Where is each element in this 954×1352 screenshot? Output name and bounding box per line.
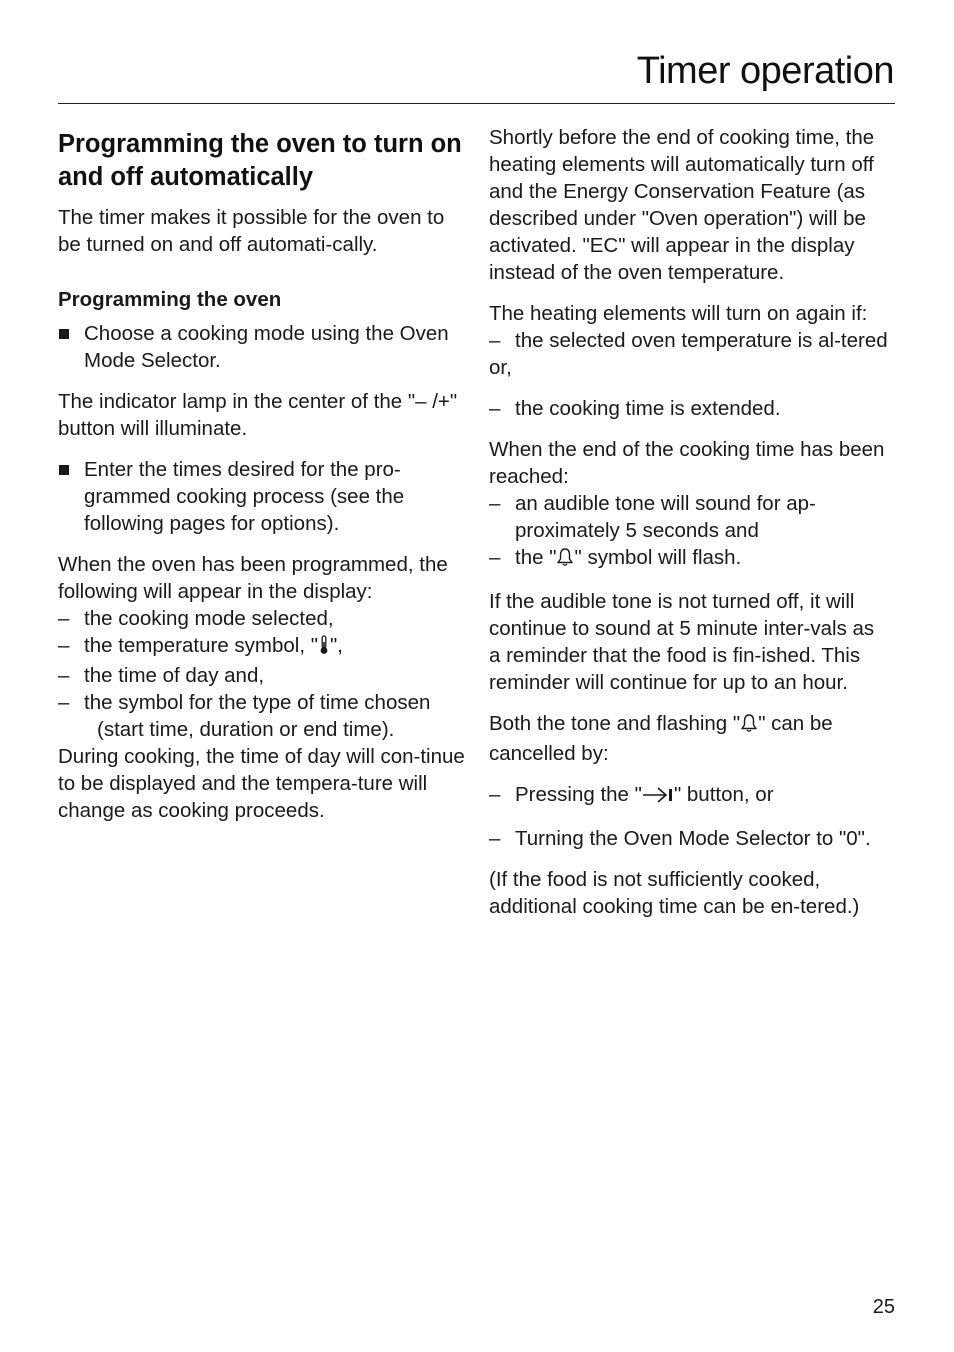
dash-item: [489, 395, 889, 422]
bullet-item: [58, 320, 466, 374]
left-column: [58, 124, 466, 838]
square-bullet-icon: [59, 465, 69, 475]
dash-item: [489, 544, 889, 574]
dash-text: Turning the Oven Mode Selector to "0".: [515, 827, 871, 850]
dash-marker: –: [489, 827, 501, 850]
arrow-to-bar-icon: [642, 784, 674, 811]
dash-item: [489, 490, 889, 544]
dash-text-post: ",: [330, 634, 344, 657]
subheading-programming: Programming the oven: [58, 288, 282, 311]
dash-item: [58, 662, 466, 689]
dash-text-post: " symbol will flash.: [574, 546, 742, 569]
dash-item: [489, 327, 889, 354]
dash-marker: –: [58, 607, 70, 630]
dash-item: [58, 632, 466, 662]
heating-again-paragraph: The heating elements will turn on again if:: [489, 302, 868, 325]
lamp-paragraph: The indicator lamp in the center of the "– /+" button will illuminate.: [58, 390, 458, 440]
page-number: 25: [872, 1296, 895, 1318]
dash-item: [489, 781, 889, 811]
dash-text-pre: the temperature symbol, ": [84, 634, 319, 657]
time-options: (start time, duration or end time).: [97, 718, 395, 741]
bell-icon: [740, 713, 758, 740]
programmed-intro: When the oven has been programmed, the following will appear in the display:: [58, 553, 448, 603]
dash-marker: –: [489, 546, 501, 569]
right-column: [489, 124, 889, 934]
dash-marker: –: [58, 664, 70, 687]
dash-item: [58, 605, 466, 632]
page-title: Timer operation: [636, 50, 894, 92]
cancel-text-pre: Both the tone and flashing ": [489, 712, 741, 735]
intro-paragraph: The timer makes it possible for the oven to be turned on and off automati-cally.: [58, 206, 445, 256]
section-heading: Programming the oven to turn on and off automatically: [58, 130, 462, 191]
dash-marker: –: [58, 634, 70, 657]
dash-marker: –: [489, 397, 501, 420]
bullet-text: Enter the times desired for the pro-grammed cooking process (see the following pages for options).: [84, 458, 405, 535]
cancel-paragraph: [489, 710, 889, 767]
header-rule: [58, 103, 895, 104]
bullet-text: Choose a cooking mode using the Oven Mode Selector.: [84, 322, 449, 372]
cancel-text-post: " can be cancelled by:: [489, 712, 833, 765]
dash-text-pre: Pressing the ": [515, 783, 642, 806]
dash-text-post: " button, or: [673, 783, 774, 806]
end-reached-paragraph: When the end of the cooking time has been reached:: [489, 438, 885, 488]
not-cooked-paragraph: (If the food is not sufficiently cooked, additional cooking time can be en-tered.): [489, 868, 860, 918]
dash-item: [489, 825, 889, 852]
dash-text-pre: the ": [515, 546, 557, 569]
bullet-item: [58, 456, 466, 537]
dash-text: the time of day and,: [84, 664, 265, 687]
dash-text: an audible tone will sound for ap-proximately 5 seconds and: [515, 492, 816, 542]
dash-marker: –: [489, 492, 501, 515]
reminder-paragraph: If the audible tone is not turned off, it will continue to sound at 5 minute inter-vals as a reminder that the food is fin-ished. This reminder will continue for up to an hour.: [489, 590, 875, 694]
square-bullet-icon: [59, 329, 69, 339]
dash-text: the cooking mode selected,: [84, 607, 334, 630]
or-text: or,: [489, 356, 512, 379]
bell-icon: [556, 547, 574, 574]
dash-marker: –: [58, 691, 70, 714]
dash-marker: –: [489, 329, 501, 352]
during-cooking-paragraph: During cooking, the time of day will con-tinue to be displayed and the tempera-ture will change as cooking proceeds.: [58, 745, 465, 822]
shortly-before-paragraph: Shortly before the end of cooking time, the heating elements will automatically turn off and the Energy Conservation Feature (as described under "Oven operation") will be activated. "EC" will appear in the display instead of the oven temperature.: [489, 126, 875, 284]
dash-text: the symbol for the type of time chosen: [84, 691, 431, 714]
thermometer-icon: [318, 635, 330, 662]
dash-text: the selected oven temperature is al-tered: [515, 329, 888, 352]
dash-marker: –: [489, 783, 501, 806]
dash-text: the cooking time is extended.: [515, 397, 781, 420]
dash-item: [58, 689, 466, 716]
